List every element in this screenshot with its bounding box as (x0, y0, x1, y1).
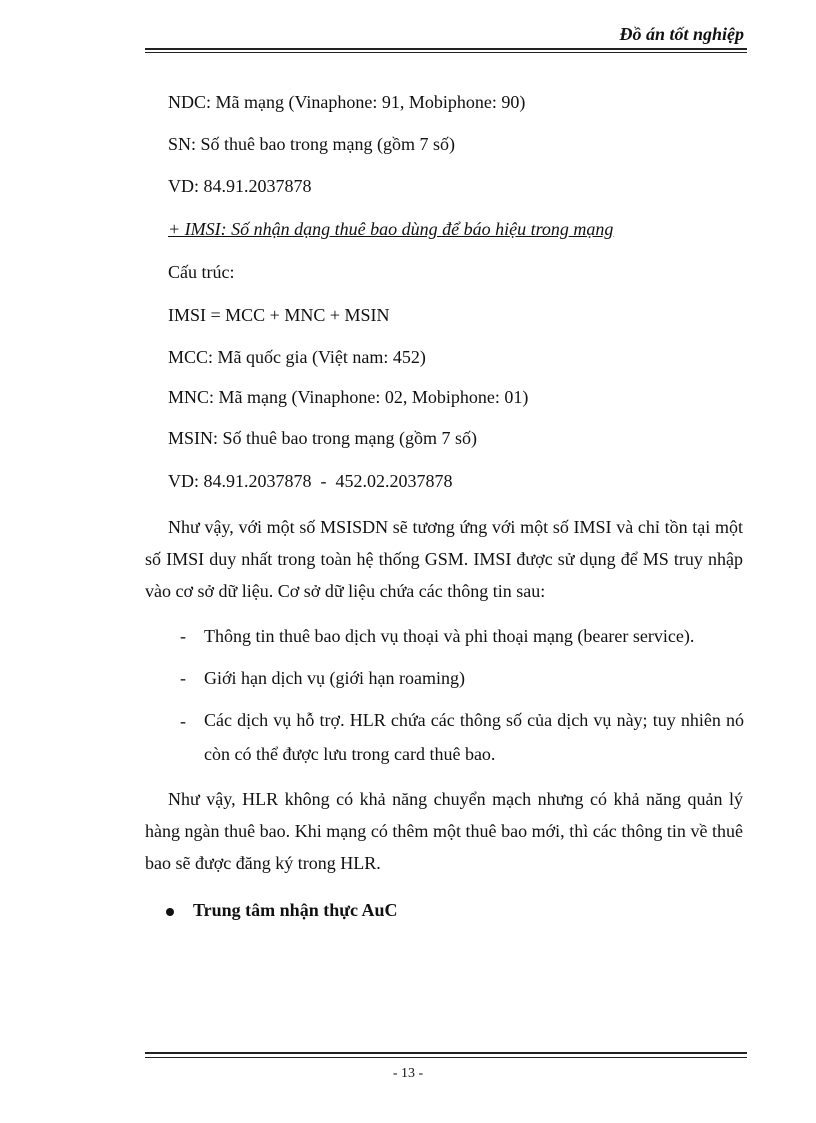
imsi-subheading: + IMSI: Số nhận dạng thuê bao dùng để báo hiệu trong mạng (168, 219, 614, 239)
bullet-dot-icon (166, 908, 174, 916)
bullet-item: Giới hạn dịch vụ (giới hạn roaming) (204, 668, 465, 688)
bullet-marker: - (180, 711, 186, 731)
paragraph-hlr (145, 783, 743, 879)
bullet-marker: - (180, 668, 186, 688)
msin-line: MSIN: Số thuê bao trong mạng (gồm 7 số) (168, 428, 477, 448)
imsi-formula: IMSI = MCC + MNC + MSIN (168, 305, 390, 325)
paragraph-hlr-text: Như vậy, HLR không có khả năng chuyển mạch nhưng có khả năng quản lý hàng ngàn thuê bao. Khi mạng có thêm một thuê bao mới, thì các thông tin về thuê bao sẽ được đăng ký trong HLR. (145, 789, 743, 873)
mcc-line: MCC: Mã quốc gia (Việt nam: 452) (168, 347, 426, 367)
page-number: - 13 - (392, 1066, 424, 1081)
footer-rule-bottom (145, 1057, 747, 1058)
header-rule-bottom (145, 52, 747, 53)
bullet-item: Các dịch vụ hỗ trợ. HLR chứa các thông số của dịch vụ này; tuy nhiên nó còn có thể được lưu trong card thuê bao. (204, 710, 744, 764)
example-line-1: VD: 84.91.2037878 (168, 176, 312, 196)
mnc-line: MNC: Mã mạng (Vinaphone: 02, Mobiphone: 01) (168, 387, 529, 407)
bullet-marker: - (180, 626, 186, 646)
section-heading: Trung tâm nhận thực AuC (193, 900, 398, 920)
paragraph-imsi (145, 511, 743, 607)
header-title: Đồ án tốt nghiệp (619, 24, 744, 44)
footer-rule-top (145, 1052, 747, 1054)
sn-line: SN: Số thuê bao trong mạng (gồm 7 số) (168, 134, 455, 154)
bullet-item: Thông tin thuê bao dịch vụ thoại và phi thoại mạng (bearer service). (204, 626, 695, 646)
example-line-2: VD: 84.91.2037878 - 452.02.2037878 (168, 471, 453, 491)
paragraph-imsi-text: Như vậy, với một số MSISDN sẽ tương ứng với một số IMSI và chỉ tồn tại một số IMSI duy nhất trong toàn hệ thống GSM. IMSI được sử dụng để MS truy nhập vào cơ sở dữ liệu. Cơ sở dữ liệu chứa các thông tin sau: (145, 517, 743, 601)
ndc-line: NDC: Mã mạng (Vinaphone: 91, Mobiphone: 90) (168, 92, 526, 112)
structure-label: Cấu trúc: (168, 262, 235, 282)
header-rule-top (145, 48, 747, 50)
